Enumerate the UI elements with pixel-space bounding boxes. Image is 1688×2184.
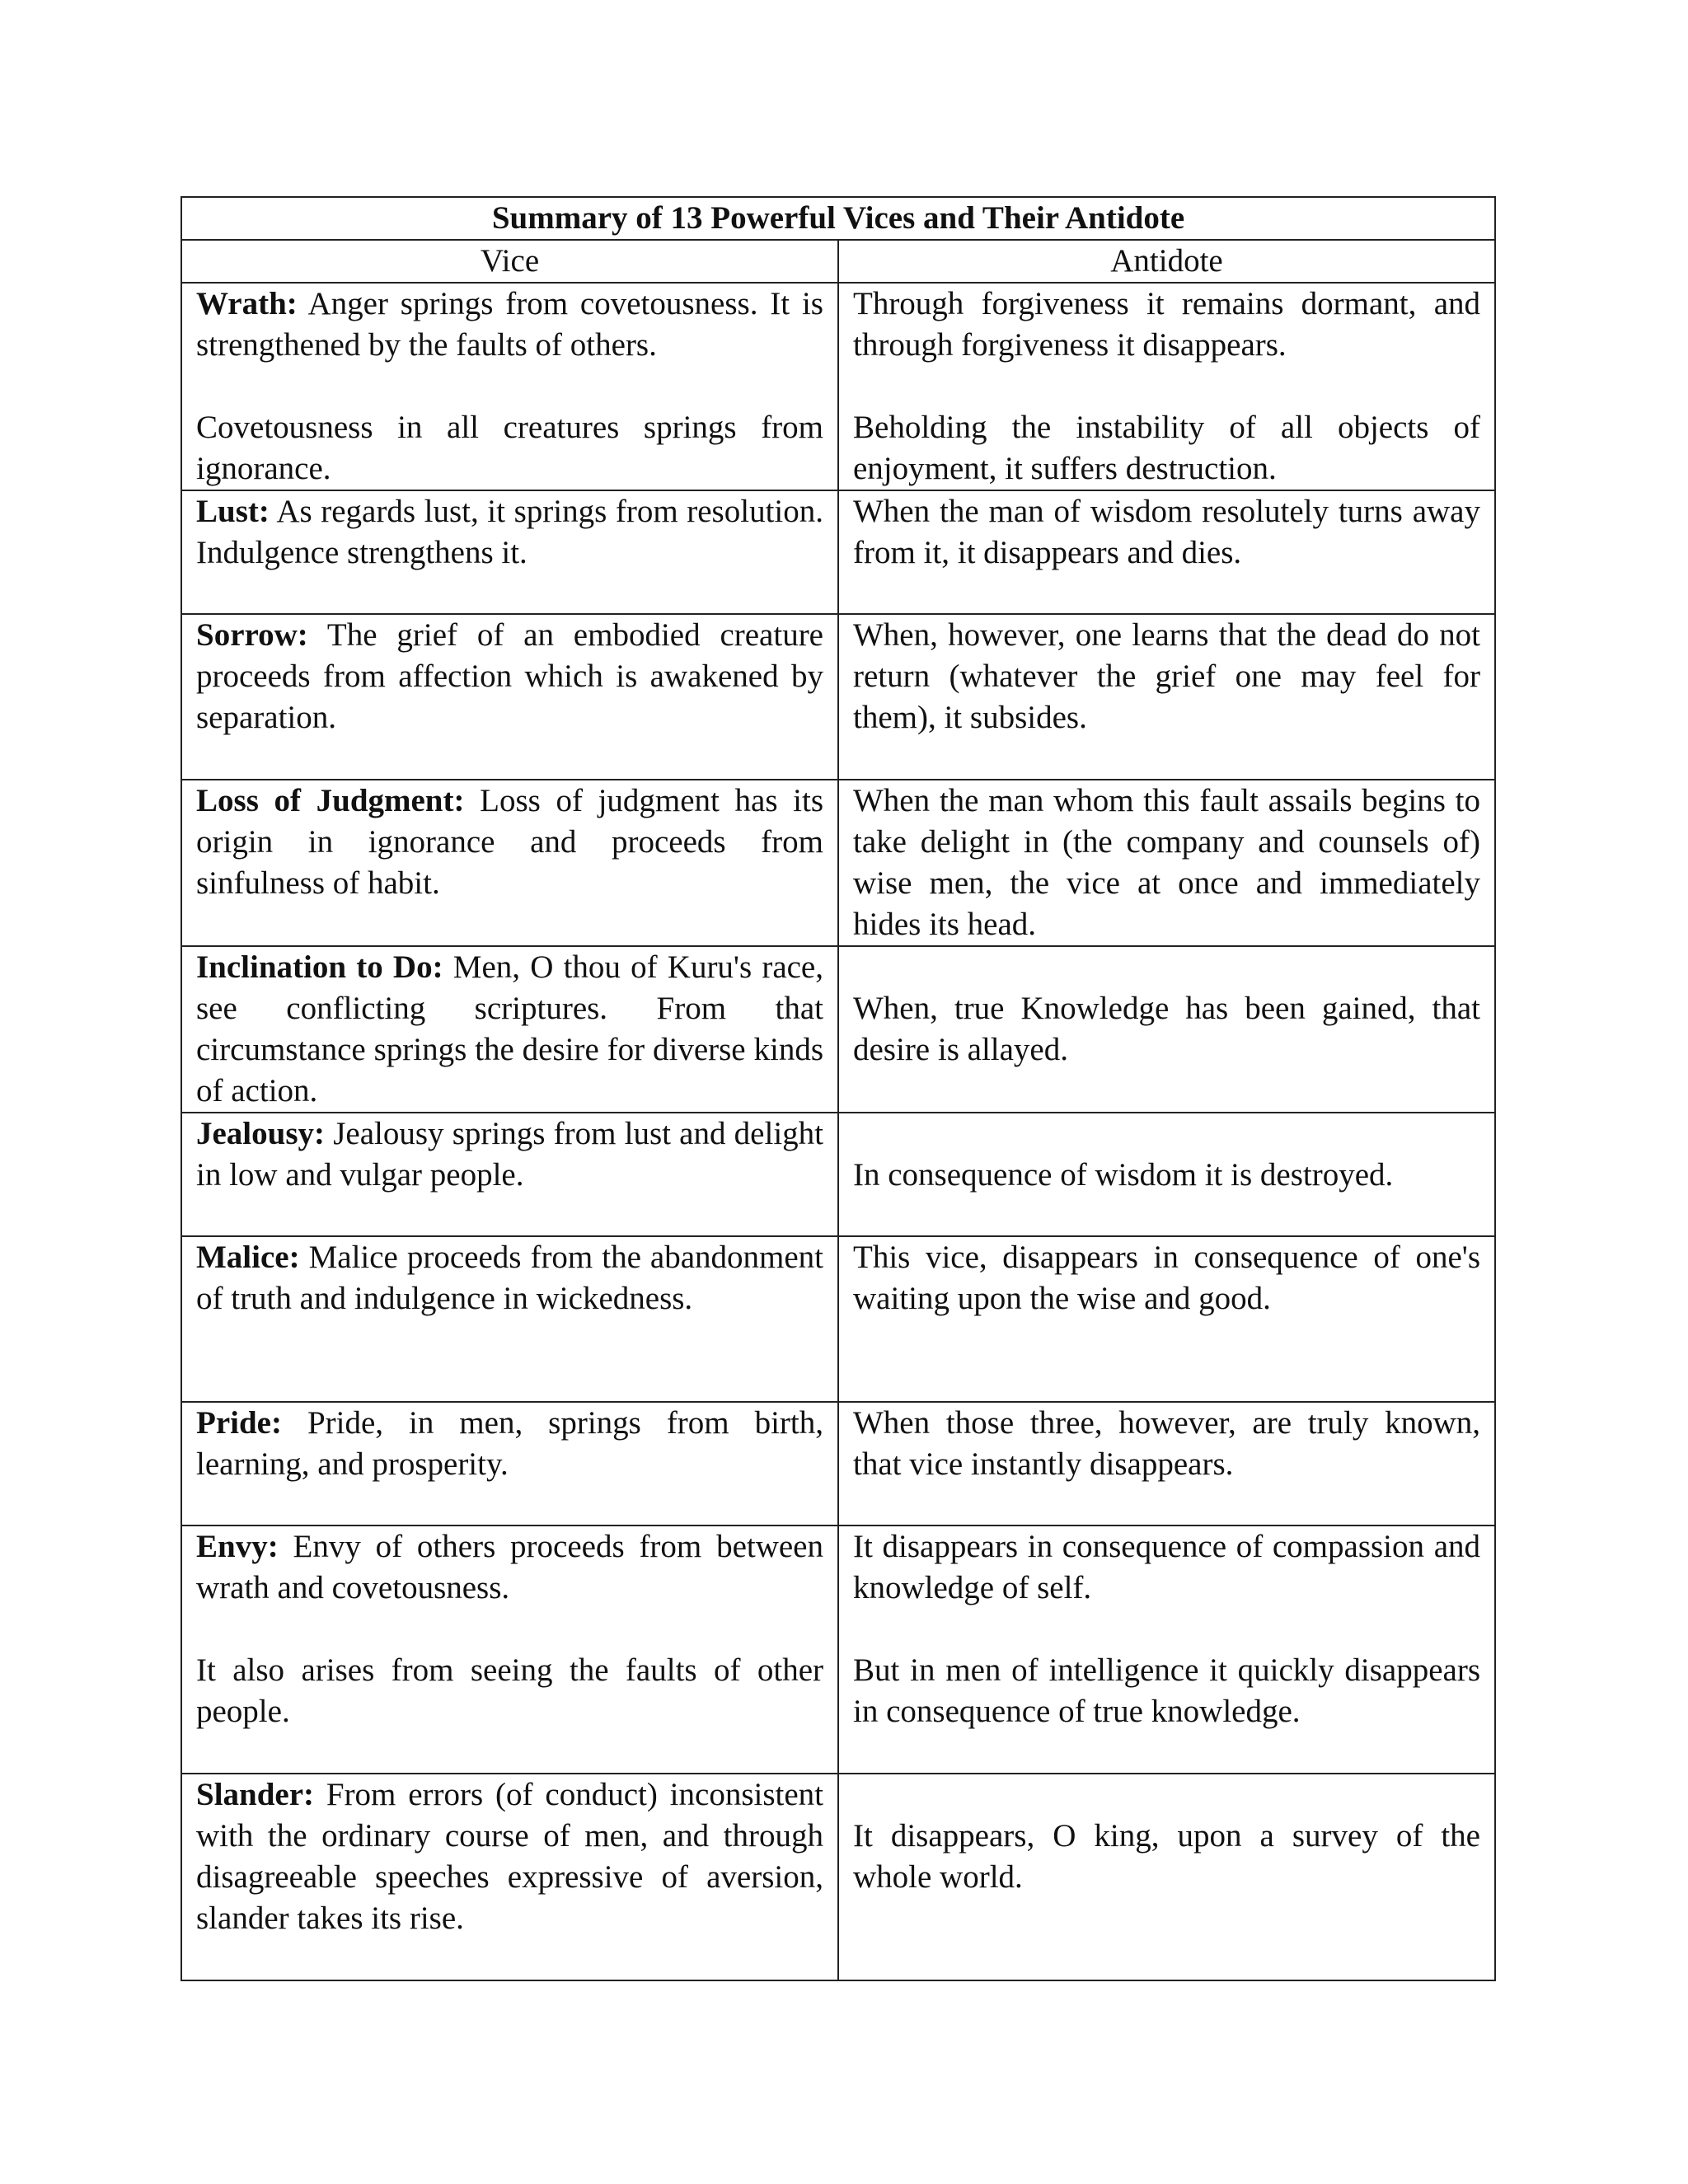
vice-cell [181,490,838,614]
table-row [181,946,1495,1113]
table-row [181,1113,1495,1236]
vice-cell [181,283,838,490]
column-header-vice: Vice [181,240,838,283]
table-header-row [181,240,1495,283]
antidote-text: When the man of wisdom resolutely turns away from it, it disappears and dies. [853,494,1480,570]
vice-text: Anger springs from covetousness. It is strengthened by the faults of others. [196,286,823,363]
vice-name: Envy: [196,1529,279,1564]
antidote-cell [838,780,1495,946]
antidote-text: When, true Knowledge has been gained, that desire is allayed. [853,991,1480,1067]
vice-name: Wrath: [196,286,298,321]
antidote-text: Beholding the instability of all objects of enjoyment, it suffers destruction. [853,410,1480,486]
vice-cell [181,1236,838,1402]
vice-cell [181,1774,838,1980]
table-row [181,1774,1495,1980]
antidote-text: When those three, however, are truly known, that vice instantly disappears. [853,1405,1480,1482]
vice-text: Covetousness in all creatures springs from ignorance. [196,410,823,486]
antidote-text: But in men of intelligence it quickly disappears in consequence of true knowledge. [853,1652,1480,1729]
vice-text: Pride, in men, springs from birth, learning, and prosperity. [196,1405,824,1482]
table-row [181,1402,1495,1526]
vice-name: Lust: [196,494,270,529]
antidote-cell [838,946,1495,1113]
vice-cell [181,946,838,1113]
vice-name: Loss of Judgment: [196,783,465,818]
vice-cell [181,1113,838,1236]
column-header-antidote: Antidote [838,240,1495,283]
vice-text: It also arises from seeing the faults of other people. [196,1652,823,1729]
vice-name: Slander: [196,1777,315,1812]
antidote-cell [838,1113,1495,1236]
antidote-text: This vice, disappears in consequence of one's waiting upon the wise and good. [853,1240,1480,1316]
table-title: Summary of 13 Powerful Vices and Their Antidote [181,197,1495,240]
antidote-cell [838,614,1495,780]
vice-text: Malice proceeds from the abandonment of truth and indulgence in wickedness. [196,1240,823,1316]
table-row [181,614,1495,780]
table-row [181,490,1495,614]
table-row [181,283,1495,490]
antidote-cell [838,1774,1495,1980]
table-title-row [181,197,1495,240]
antidote-cell [838,1236,1495,1402]
antidote-text: When the man whom this fault assails begins to take delight in (the company and counsels of) wise men, the vice at once and immediately hides its head. [853,783,1480,942]
vices-summary-table [181,196,1496,1981]
vice-text: Men, O thou of Kuru's race, see conflicting scriptures. From that circumstance springs the desire for diverse kinds of action. [196,949,823,1108]
vice-cell [181,780,838,946]
vice-text: Loss of judgment has its origin in ignorance and proceeds from sinfulness of habit. [196,783,823,901]
vice-name: Sorrow: [196,617,308,653]
table-row [181,1236,1495,1402]
antidote-cell [838,1402,1495,1526]
vice-name: Pride: [196,1405,282,1441]
vice-text: From errors (of conduct) inconsistent with the ordinary course of men, and through disagreeable speeches expressive of aversion, slander takes its rise. [196,1777,823,1936]
vice-cell [181,1402,838,1526]
vice-name: Jealousy: [196,1116,325,1151]
antidote-text: In consequence of wisdom it is destroyed. [853,1157,1394,1193]
table-row [181,1526,1495,1774]
antidote-text: When, however, one learns that the dead do not return (whatever the grief one may feel for them), it subsides. [853,617,1480,735]
vice-name: Inclination to Do: [196,949,443,985]
antidote-text: It disappears in consequence of compassion and knowledge of self. [853,1529,1480,1605]
table-row [181,780,1495,946]
vice-cell [181,1526,838,1774]
vice-text: As regards lust, it springs from resolution. Indulgence strengthens it. [196,494,823,570]
vice-text: Envy of others proceeds from between wrath and covetousness. [196,1529,823,1605]
vice-text: The grief of an embodied creature proceeds from affection which is awakened by separation. [196,617,823,735]
antidote-cell [838,490,1495,614]
antidote-text: Through forgiveness it remains dormant, and through forgiveness it disappears. [853,286,1480,363]
antidote-text: It disappears, O king, upon a survey of the whole world. [853,1818,1480,1895]
vice-name: Malice: [196,1240,300,1275]
vice-cell [181,614,838,780]
vice-text: Jealousy springs from lust and delight in low and vulgar people. [196,1116,823,1193]
antidote-cell [838,283,1495,490]
antidote-cell [838,1526,1495,1774]
